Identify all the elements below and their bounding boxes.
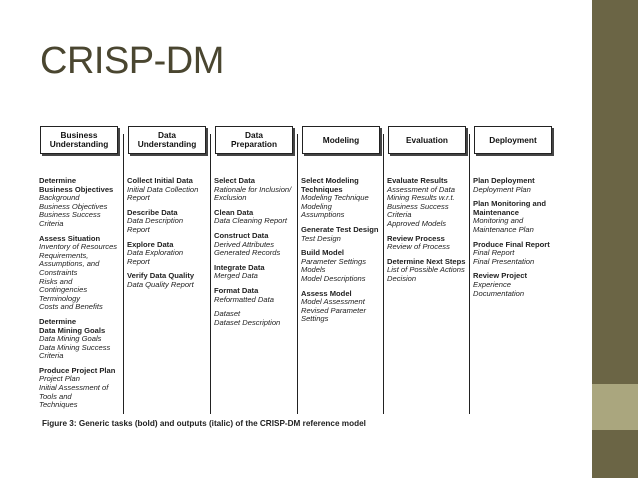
task-outputs: Review of Process — [387, 242, 450, 252]
task-name: Format Data — [214, 285, 259, 295]
task-name: Select Data — [214, 176, 255, 185]
task-outputs: Initial Data Collection Report — [127, 184, 199, 203]
task-name: Produce Final Report — [473, 239, 550, 249]
task-name: Assess Situation — [39, 233, 101, 243]
task-block — [387, 177, 471, 229]
task-outputs: Assessment of Data Mining Results w.r.t. Business Success Criteria Approved Models — [387, 184, 455, 228]
task-outputs: Test Design — [301, 233, 341, 243]
task-name: Determine Next Steps — [387, 256, 466, 266]
phase-tasks — [127, 177, 211, 296]
task-outputs: Final Report Final Presentation — [473, 248, 535, 266]
task-name: Clean Data — [214, 207, 254, 217]
task-block — [473, 200, 557, 234]
slide-sidebar — [592, 0, 638, 478]
phase-header: Business Understanding — [40, 126, 118, 154]
task-block — [127, 272, 211, 289]
phase-header: Deployment — [474, 126, 552, 154]
task-block — [473, 177, 557, 194]
task-block — [301, 177, 385, 220]
task-block — [214, 209, 298, 226]
phase-header: Data Preparation — [215, 126, 293, 154]
task-outputs: Derived Attributes Generated Records — [214, 239, 281, 258]
task-name: Review Process — [387, 233, 445, 243]
task-outputs: Inventory of Resources Requirements, Assumptions, and Constraints Risks and Contingencies Terminology Costs and Benefits — [39, 242, 118, 312]
phase-tasks — [387, 177, 471, 290]
sidebar-accent-block — [592, 384, 638, 430]
phase-header: Data Understanding — [128, 126, 206, 154]
task-block — [39, 235, 123, 312]
task-name: Integrate Data — [214, 262, 265, 272]
phase-header: Modeling — [302, 126, 380, 154]
task-block — [301, 226, 385, 243]
task-block — [301, 290, 385, 324]
phase-tasks — [301, 177, 385, 330]
task-block — [127, 209, 211, 235]
task-outputs: Data Quality Report — [127, 279, 194, 289]
task-name: Plan Monitoring and Maintenance — [473, 199, 546, 217]
task-outputs: Reformatted Data — [214, 294, 274, 304]
task-name: Plan Deployment — [473, 176, 535, 185]
task-block — [39, 367, 123, 410]
task-block — [387, 258, 471, 284]
task-block — [387, 235, 471, 252]
task-name: Construct Data — [214, 230, 269, 240]
task-outputs: Monitoring and Maintenance Plan — [473, 216, 534, 234]
task-name: Generate Test Design — [301, 224, 379, 234]
task-name: Build Model — [301, 248, 345, 258]
task-name: Review Project — [473, 271, 528, 281]
task-block — [214, 310, 298, 327]
task-name: Determine Data Mining Goals — [39, 316, 106, 335]
task-block — [127, 241, 211, 267]
phase-header: Evaluation — [388, 126, 466, 154]
task-outputs: Rationale for Inclusion/ Exclusion — [214, 184, 292, 203]
task-name: Determine Business Objectives — [39, 176, 114, 194]
task-block — [214, 232, 298, 258]
task-name: Select Modeling Techniques — [301, 176, 359, 194]
task-name: Collect Initial Data — [127, 176, 193, 185]
task-block — [214, 177, 298, 203]
task-outputs: Experience Documentation — [473, 279, 525, 298]
task-block — [214, 264, 298, 281]
task-name: Assess Model — [301, 288, 352, 298]
figure-caption: Figure 3: Generic tasks (bold) and outputs (italic) of the CRISP-DM reference model — [42, 419, 366, 428]
task-block — [39, 177, 123, 229]
task-outputs: List of Possible Actions Decision — [387, 265, 465, 283]
task-block — [301, 249, 385, 283]
task-name: Describe Data — [127, 207, 178, 217]
phase-tasks — [214, 177, 298, 333]
task-name: Produce Project Plan — [39, 365, 116, 375]
task-outputs: Merged Data — [214, 271, 258, 281]
task-outputs: Background Business Objectives Business Success Criteria — [39, 193, 108, 228]
task-outputs: Parameter Settings Models Model Descriptions — [301, 256, 366, 283]
task-block — [473, 272, 557, 298]
slide-title: CRISP-DM — [40, 40, 224, 82]
task-block — [473, 241, 557, 267]
phase-tasks — [39, 177, 123, 416]
task-outputs: Data Description Report — [127, 216, 184, 234]
task-outputs: Data Exploration Report — [127, 248, 184, 266]
task-outputs: Modeling Technique Modeling Assumptions — [301, 193, 369, 220]
task-name: Verify Data Quality — [127, 271, 195, 281]
task-outputs: Dataset Dataset Description — [214, 309, 281, 327]
task-name: Explore Data — [127, 239, 174, 249]
task-block — [39, 318, 123, 361]
column-divider — [123, 134, 124, 414]
phase-tasks — [473, 177, 557, 304]
task-outputs: Deployment Plan — [473, 184, 531, 194]
task-outputs: Project Plan Initial Assessment of Tools and Techniques — [39, 374, 109, 410]
task-outputs: Model Assessment Revised Parameter Settings — [301, 297, 366, 324]
task-outputs: Data Mining Goals Data Mining Success Criteria — [39, 334, 111, 361]
crisp-dm-figure — [38, 126, 564, 416]
task-name: Evaluate Results — [387, 176, 448, 185]
task-block — [127, 177, 211, 203]
task-outputs: Data Cleaning Report — [214, 216, 288, 226]
task-block — [214, 287, 298, 304]
